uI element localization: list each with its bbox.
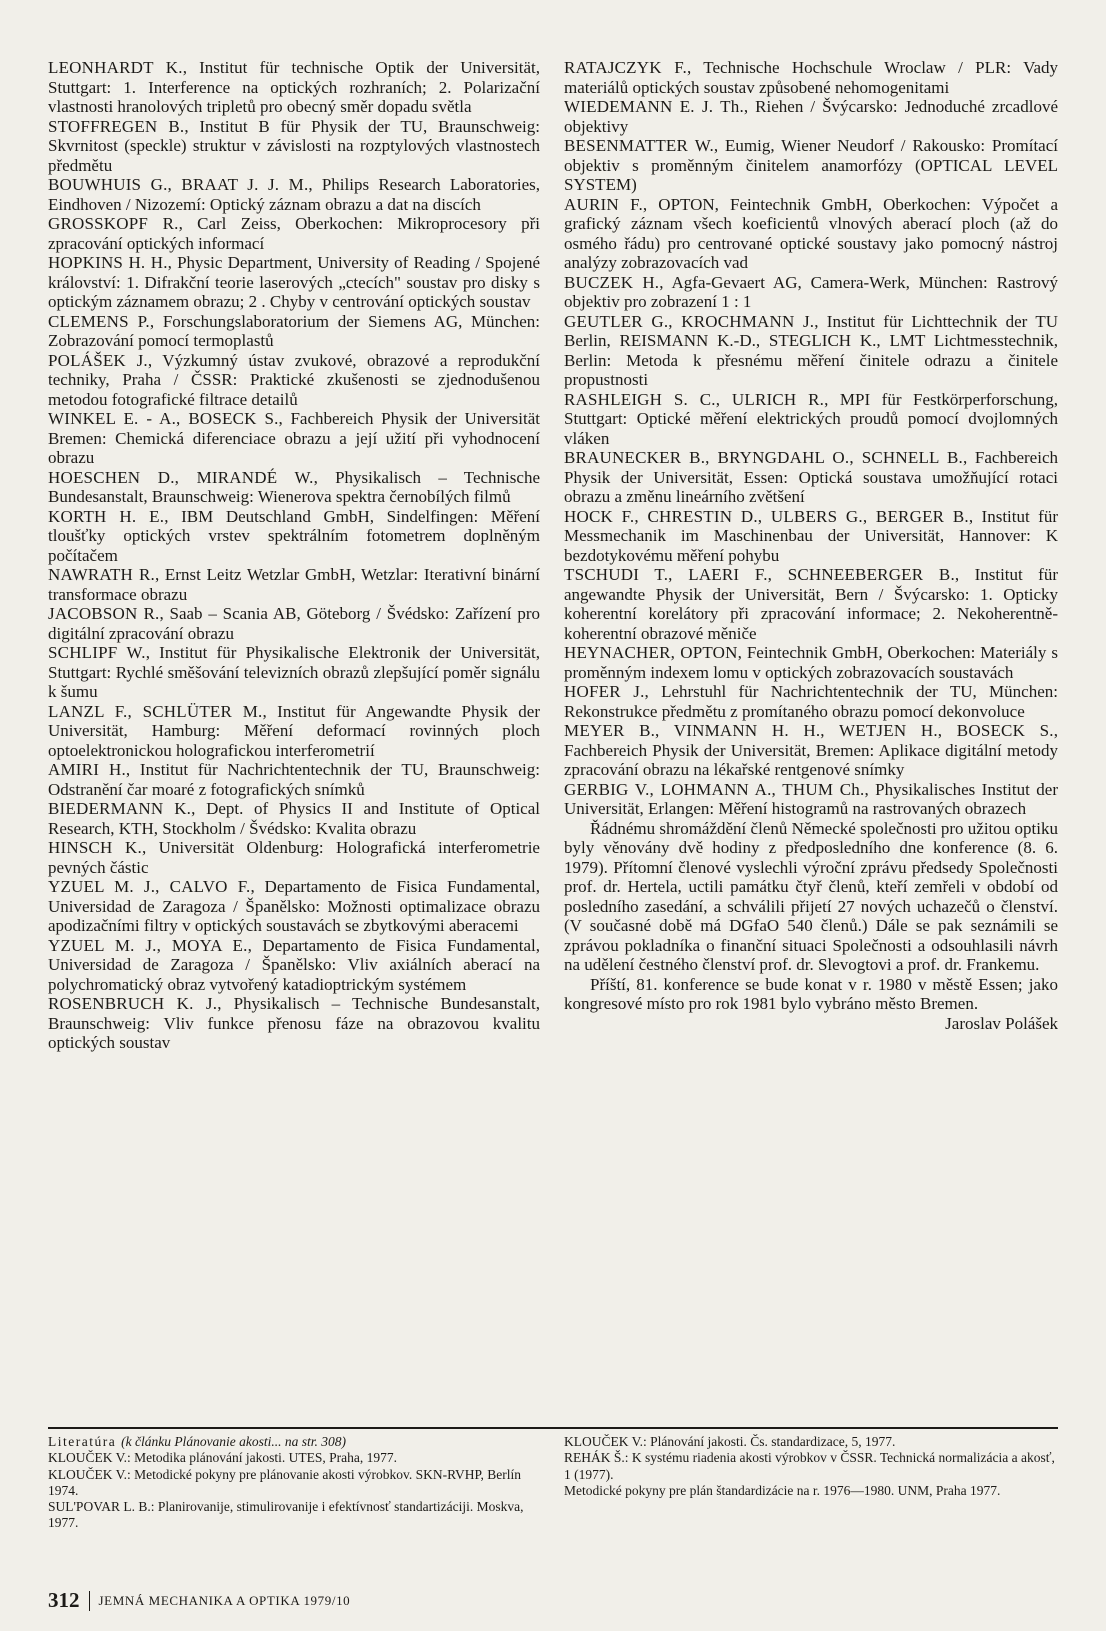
entry-authors: BRAUNECKER B., BRYNGDAHL O., SCHNELL B. <box>564 448 963 467</box>
right-column <box>564 58 1058 1033</box>
entry-authors: BUCZEK H. <box>564 272 660 292</box>
entry-authors: WINKEL E. - A., BOSECK S. <box>48 409 279 428</box>
reference-item: KLOUČEK V.: Metodika plánování jakosti. UTES, Praha, 1977. <box>48 1450 397 1466</box>
paper-entry <box>564 448 1058 507</box>
paper-entry <box>48 604 540 643</box>
paper-entry <box>48 838 540 877</box>
signature: Jaroslav Polášek <box>945 1013 1058 1033</box>
entry-affiliation-title: , Institut für Physikalische Elektronik der Universität, Stuttgart: Rychlé směšování televizních obrazů zlepšující poměr signálu k šumu <box>48 643 541 701</box>
paper-entry <box>48 507 540 566</box>
entry-authors: CLEMENS P. <box>48 311 150 331</box>
paper-entry <box>564 195 1058 273</box>
paper-entry <box>48 214 540 253</box>
entry-affiliation-title: , Výzkumný ústav zvukové, obrazové a reprodukční techniky, Praha / ČSSR: Praktické zkušenosti se zjednodušenou metodou fotografické filtrace detailů <box>48 350 541 409</box>
entry-affiliation-title: , Institut für technische Optik der Universität, Stuttgart: 1. Interference na optických rozhraních; 2. Polarizační vlastnosti hranolových tripletů pro obecný směr dopadu světla <box>48 58 541 116</box>
entry-affiliation-title: , Physikalisches Institut der Universität, Erlangen: Měření histogramů na rastrovaných obrazech <box>564 779 1058 818</box>
journal-title: JEMNÁ MECHANIKA A OPTIKA 1979/10 <box>98 1592 351 1608</box>
entry-authors: SCHLIPF W. <box>48 643 146 662</box>
entry-authors: RASHLEIGH S. C., ULRICH R. <box>564 389 825 409</box>
separator-rule <box>48 1427 1058 1429</box>
entry-affiliation-title: , Feintechnik GmbH, Oberkochen: Materiály s proměnným indexem lomu v optických zobrazovacích soustavách <box>564 643 1058 682</box>
entry-affiliation-title: , Institut für Lichttechnik der TU Berlin, REISMANN K.-D., STEGLICH K., LMT Lichtmesstechnik, Berlin: Metoda k přesnému měření činitele odrazu a činitele propustnosti <box>564 311 1058 389</box>
literature-left <box>48 1434 540 1532</box>
entry-authors: HOFER J. <box>564 682 645 701</box>
entry-affiliation-title: , Institut für Messmechanik im Maschinenbau der Universität, Hannover: K bezdotykovému měření pohybu <box>564 506 1058 565</box>
entry-affiliation-title: , Departamento de Fisica Fundamental, Universidad de Zaragoza / Španělsko: Vliv axiálních aberací na polychromatický obraz vytvořený katadioptrickým systémem <box>48 935 540 994</box>
entry-affiliation-title: , Ernst Leitz Wetzlar GmbH, Wetzlar: Iterativní binární transformace obrazu <box>48 565 540 604</box>
entry-authors: AMIRI H. <box>48 760 126 779</box>
paper-entry <box>564 58 1058 97</box>
paper-entry <box>48 58 540 117</box>
entry-authors: POLÁŠEK J. <box>48 350 148 370</box>
paper-entry <box>564 97 1058 136</box>
paper-entry <box>48 409 540 468</box>
paper-entry <box>48 760 540 799</box>
paper-entry <box>564 390 1058 449</box>
entry-affiliation-title: , Institut B für Physik der TU, Braunschweig: Skvrnitost (speckle) struktur v závislosti na rozptylových vlastnostech předmětu <box>48 116 540 175</box>
entry-affiliation-title: , Institut für Nachrichtentechnik der TU, Braunschweig: Odstranění čar moaré z fotografických snímků <box>48 760 540 799</box>
reference-item: KLOUČEK V.: Metodické pokyny pre plánovanie akosti výrobkov. SKN-RVHP, Berlín 1974. <box>48 1466 522 1498</box>
literature-heading <box>48 1434 540 1450</box>
closing-paragraph-2: Příští, 81. konference se bude konat v r. 1980 v městě Essen; jako kongresové místo pro rok 1981 bylo vybráno město Bremen. <box>564 974 1058 1013</box>
literature-right <box>564 1434 1058 1499</box>
entry-authors: YZUEL M. J., MOYA E. <box>48 935 248 955</box>
entry-authors: GEUTLER G., KROCHMANN J. <box>564 311 815 331</box>
entry-authors: BOUWHUIS G., BRAAT J. J. M. <box>48 175 309 194</box>
entry-affiliation-title: , Eumig, Wiener Neudorf / Rakousko: Promítací objektiv s proměnným činitelem anamorfózy (OPTICAL LEVEL SYSTEM) <box>564 136 1058 194</box>
entry-affiliation-title: , Departamento de Fisica Fundamental, Universidad de Zaragoza / Španělsko: Možnosti optimalizace obrazu apodizačními filtry v optických soustavách se zbytkovými aberacemi <box>48 877 541 935</box>
entry-affiliation-title: , OPTON, Feintechnik GmbH, Oberkochen: Výpočet a grafický záznam všech koeficientů vlnových aberací ploch (až do osmého řádu) pro centrované optické soustavy jako pomocný nástroj analýzy zobrazovacích vad <box>564 194 1059 272</box>
paper-entry <box>48 799 540 838</box>
entry-authors: BESENMATTER W. <box>564 136 714 155</box>
page-footer <box>48 1588 350 1613</box>
entry-authors: HEYNACHER, OPTON <box>564 643 738 662</box>
paper-entry <box>48 877 540 936</box>
entry-authors: STOFFREGEN B. <box>48 116 185 136</box>
entry-authors: WIEDEMANN E. J. Th. <box>564 97 744 116</box>
entry-authors: HOCK F., CHRESTIN D., ULBERS G., BERGER B. <box>564 506 969 526</box>
paper-entry <box>48 253 540 312</box>
entry-affiliation-title: , Physic Department, University of Reading / Spojené království: 1. Difrakční teorie laserových „ctecích" soustav pro disky s optickým záznamem obrazu; 2 . Chyby v centrování optických soustav <box>48 253 540 311</box>
entry-authors: AURIN F. <box>564 194 643 214</box>
entry-affiliation-title: , Physikalisch – Technische Bundesanstalt, Braunschweig: Wienerova spektra černobílých filmů <box>48 467 540 506</box>
entry-authors: BIEDERMANN K. <box>48 799 192 818</box>
entry-authors: MEYER B., VINMANN H. H., WETJEN H., BOSECK S. <box>564 721 1054 740</box>
literature-heading-note: (k článku Plánovanie akosti... na str. 308) <box>121 1434 347 1449</box>
paper-entry <box>564 682 1058 721</box>
entry-affiliation-title: , Universität Oldenburg: Holografická interferometrie pevných částic <box>48 838 540 877</box>
entry-affiliation-title: , Agfa-Gevaert AG, Camera-Werk, München: Rastrový objektiv pro zobrazení 1 : 1 <box>564 272 1058 311</box>
entry-affiliation-title: , Fachbereich Physik der Universität, Bremen: Aplikace digitální metody zpracování obrazu na lékařské rentgenové snímky <box>564 721 1058 779</box>
paper-entry <box>564 312 1058 390</box>
entry-authors: HINSCH K. <box>48 838 142 857</box>
entry-affiliation-title: , Philips Research Laboratories, Eindhoven / Nizozemí: Optický záznam obrazu a dat na discích <box>48 175 540 214</box>
left-column <box>48 58 540 1053</box>
entry-authors: GROSSKOPF R. <box>48 214 179 233</box>
entry-affiliation-title: , Forschungslaboratorium der Siemens AG, München: Zobrazování pomocí termoplastů <box>48 311 540 350</box>
paper-entry <box>48 994 540 1053</box>
entry-authors: LANZL F., SCHLÜTER M. <box>48 701 263 721</box>
entry-affiliation-title: , Riehen / Švýcarsko: Jednoduché zrcadlové objektivy <box>564 97 1058 136</box>
entry-affiliation-title: , Fachbereich Physik der Universität, Essen: Optická soustava umožňující rotaci obrazu a změnu lineárního zvětšení <box>564 448 1058 506</box>
reference-item: SUL'POVAR L. B.: Planirovanije, stimulirovanije i efektívnosť standartizáciji. Moskva, 1977. <box>48 1499 524 1531</box>
paper-entry <box>564 643 1058 682</box>
entry-affiliation-title: , Lehrstuhl für Nachrichtentechnik der TU, München: Rekonstrukce předmětu z promítaného obrazu pomocí dekonvoluce <box>564 682 1058 721</box>
entry-affiliation-title: , Technische Hochschule Wroclaw / PLR: Vady materiálů optických soustav způsobené nehomogenitami <box>564 58 1059 97</box>
paper-entry <box>564 565 1058 643</box>
entry-affiliation-title: , Physikalisch – Technische Bundesanstalt, Braunschweig: Vliv funkce přenosu fáze na obrazovou kvalitu optických soustav <box>48 994 540 1052</box>
reference-item: KLOUČEK V.: Plánování jakosti. Čs. standardizace, 5, 1977. <box>564 1434 896 1449</box>
literature-heading-label: Literatúra <box>48 1434 117 1449</box>
paper-entry <box>48 936 540 995</box>
paper-entry <box>48 175 540 214</box>
paper-entry <box>564 780 1058 819</box>
paper-entry <box>48 702 540 761</box>
entry-authors: YZUEL M. J., CALVO F. <box>48 877 251 896</box>
paper-entry <box>564 273 1058 312</box>
paper-entry <box>48 117 540 176</box>
reference-item: Metodické pokyny pre plán štandardizácie na r. 1976—1980. UNM, Praha 1977. <box>564 1482 1001 1498</box>
entry-affiliation-title: , IBM Deutschland GmbH, Sindelfingen: Měření tloušťky optických vrstev spektrálním fotometrem doplněným počítačem <box>48 506 540 565</box>
footer-divider <box>89 1591 90 1611</box>
closing-paragraph-1: Řádnému shromáždění členů Německé společnosti pro užitou optiku byly věnovány dvě hodiny z předposledního dne konference (8. 6. 1979). Přítomní členové vyslechli výroční zprávu předsedy Společnosti prof. dr. Hertela, uctili památku čtyř členů, kteří zemřeli v období od posledního zasedání, a schválili přijetí 27 nových uchazečů o členství. (V současné době má DGfaO 540 členů.) Dále se pak seznámili se zprávou pokladníka o finanční situaci Společnosti a odsouhlasili návrh na udělení čestného členství prof. dr. Slevogtovi a prof. dr. Frankemu. <box>564 818 1058 974</box>
entry-authors: LEONHARDT K. <box>48 58 183 77</box>
entry-affiliation-title: , MPI für Festkörperforschung, Stuttgart: Optické měření elektrických proudů pomocí dvojlomných vláken <box>564 389 1058 448</box>
right-entries-list <box>564 58 1058 819</box>
entry-authors: GERBIG V., LOHMANN A., THUM Ch. <box>564 779 865 799</box>
paper-entry <box>48 643 540 702</box>
entry-authors: JACOBSON R. <box>48 604 160 623</box>
paper-entry <box>564 136 1058 195</box>
paper-entry <box>48 351 540 410</box>
entry-affiliation-title: , Institut für Angewandte Physik der Universität, Hamburg: Měření deformací rovinných ploch optoelektronickou holografickou interferometrií <box>48 701 540 760</box>
page-number: 312 <box>48 1588 80 1612</box>
entry-affiliation-title: , Saab – Scania AB, Göteborg / Švédsko: Zařízení pro digitální zpracování obrazu <box>48 604 540 643</box>
entry-affiliation-title: , Carl Zeiss, Oberkochen: Mikroprocesory při zpracování optických informací <box>48 214 540 253</box>
entry-affiliation-title: , Dept. of Physics II and Institute of Optical Research, KTH, Stockholm / Švédsko: Kvalita obrazu <box>48 799 540 838</box>
entry-authors: ROSENBRUCH K. J. <box>48 994 218 1013</box>
paper-entry <box>48 468 540 507</box>
entry-affiliation-title: , Fachbereich Physik der Universität Bremen: Chemická diferenciace obrazu a její užití při vyhodnocení obrazu <box>48 409 540 467</box>
entry-authors: KORTH H. E. <box>48 506 165 526</box>
paper-entry <box>48 312 540 351</box>
entry-authors: TSCHUDI T., LAERI F., SCHNEEBERGER B. <box>564 565 955 584</box>
paper-entry <box>564 721 1058 780</box>
entry-affiliation-title: , Institut für angewandte Physik der Universität, Bern / Švýcarsko: 1. Opticky koherentní korelátory při zpracování informace; 2. Nekoherentně-koherentní obrazové měniče <box>564 565 1058 643</box>
entry-authors: NAWRATH R. <box>48 565 155 584</box>
paper-entry <box>48 565 540 604</box>
reference-item: REHÁK Š.: K systému riadenia akosti výrobkov v ČSSR. Technická normalizácia a akosť, 1 (1977). <box>564 1450 1055 1482</box>
entry-authors: HOPKINS H. H. <box>48 253 168 272</box>
entry-authors: RATAJCZYK F. <box>564 58 688 77</box>
paper-entry <box>564 507 1058 566</box>
entry-authors: HOESCHEN D., MIRANDÉ W. <box>48 467 314 487</box>
